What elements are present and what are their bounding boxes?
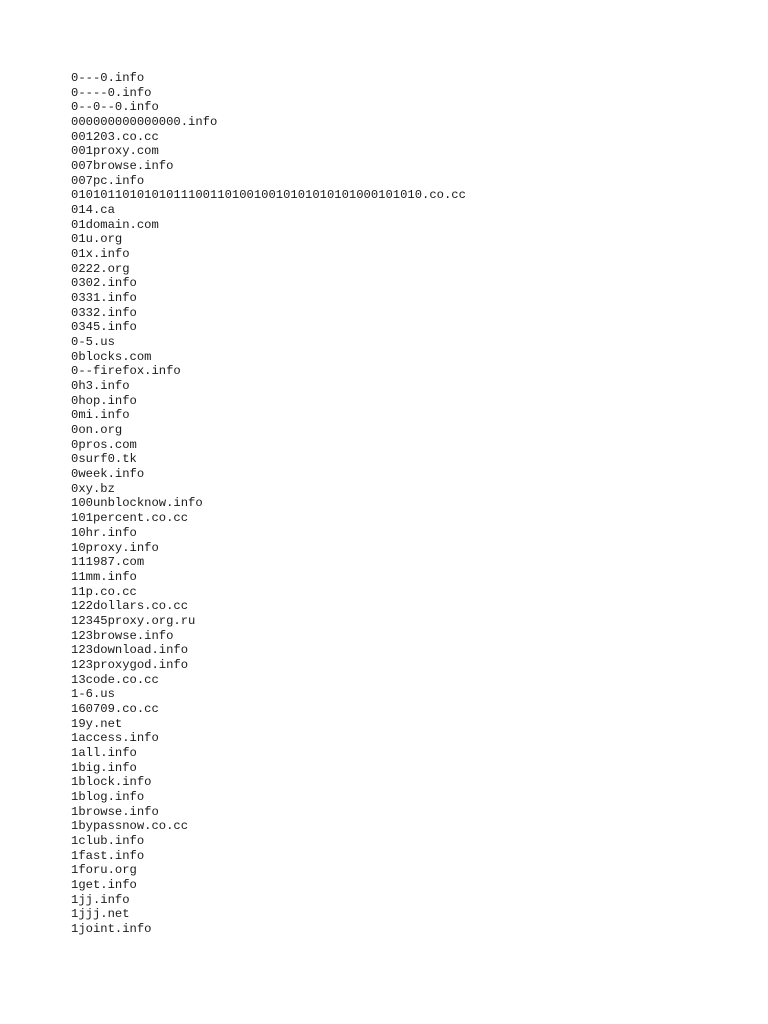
domain-line: 010101101010101110011010010010101010101000101010.co.cc bbox=[71, 188, 466, 203]
domain-line: 0345.info bbox=[71, 320, 137, 335]
domain-line: 0surf0.tk bbox=[71, 452, 137, 467]
domain-line: 13code.co.cc bbox=[71, 672, 159, 687]
domain-line: 007browse.info bbox=[71, 159, 174, 174]
domain-list bbox=[71, 71, 748, 937]
domain-line: 0--0--0.info bbox=[71, 100, 159, 115]
domain-line: 000000000000000.info bbox=[71, 115, 218, 130]
domain-line: 1get.info bbox=[71, 877, 137, 892]
domain-line: 100unblocknow.info bbox=[71, 496, 203, 511]
domain-line: 1blog.info bbox=[71, 789, 145, 804]
domain-line: 0on.org bbox=[71, 423, 123, 438]
domain-line: 0xy.bz bbox=[71, 481, 115, 496]
domain-line: 0hop.info bbox=[71, 393, 137, 408]
domain-line: 1browse.info bbox=[71, 804, 159, 819]
domain-line: 111987.com bbox=[71, 555, 145, 570]
domain-line: 1club.info bbox=[71, 833, 145, 848]
domain-line: 1access.info bbox=[71, 731, 159, 746]
domain-line: 01x.info bbox=[71, 247, 130, 262]
domain-line: 0h3.info bbox=[71, 379, 130, 394]
domain-line: 1all.info bbox=[71, 745, 137, 760]
domain-line: 123browse.info bbox=[71, 628, 174, 643]
domain-line: 0--firefox.info bbox=[71, 364, 181, 379]
domain-line: 0---0.info bbox=[71, 71, 145, 85]
domain-line: 11p.co.cc bbox=[71, 584, 137, 599]
domain-line: 014.ca bbox=[71, 203, 115, 218]
domain-line: 1fast.info bbox=[71, 848, 145, 863]
domain-line: 1jjj.net bbox=[71, 907, 130, 922]
domain-line: 123download.info bbox=[71, 643, 189, 658]
domain-line: 0222.org bbox=[71, 261, 130, 276]
domain-line: 0mi.info bbox=[71, 408, 130, 423]
domain-line: 1-6.us bbox=[71, 687, 115, 702]
domain-line: 0332.info bbox=[71, 305, 137, 320]
domain-line: 01u.org bbox=[71, 232, 123, 247]
domain-line: 0week.info bbox=[71, 467, 145, 482]
domain-line: 160709.co.cc bbox=[71, 701, 159, 716]
domain-line: 122dollars.co.cc bbox=[71, 599, 189, 614]
domain-line: 1bypassnow.co.cc bbox=[71, 819, 189, 834]
domain-line: 0pros.com bbox=[71, 437, 137, 452]
document-page bbox=[71, 71, 748, 937]
domain-line: 1big.info bbox=[71, 760, 137, 775]
domain-line: 007pc.info bbox=[71, 173, 145, 188]
domain-line: 1block.info bbox=[71, 775, 152, 790]
domain-line: 001203.co.cc bbox=[71, 129, 159, 144]
domain-line: 1joint.info bbox=[71, 921, 152, 936]
domain-line: 11mm.info bbox=[71, 569, 137, 584]
domain-line: 0-5.us bbox=[71, 335, 115, 350]
domain-line: 123proxygod.info bbox=[71, 657, 189, 672]
domain-line: 1jj.info bbox=[71, 892, 130, 907]
domain-line: 01domain.com bbox=[71, 217, 159, 232]
domain-line: 1foru.org bbox=[71, 863, 137, 878]
domain-line: 0331.info bbox=[71, 291, 137, 306]
domain-line: 10proxy.info bbox=[71, 540, 159, 555]
domain-line: 10hr.info bbox=[71, 525, 137, 540]
domain-line: 001proxy.com bbox=[71, 144, 159, 159]
domain-line: 19y.net bbox=[71, 716, 123, 731]
domain-line: 0blocks.com bbox=[71, 349, 152, 364]
domain-line: 101percent.co.cc bbox=[71, 511, 189, 526]
domain-line: 0302.info bbox=[71, 276, 137, 291]
domain-line: 0----0.info bbox=[71, 85, 152, 100]
domain-line: 12345proxy.org.ru bbox=[71, 613, 196, 628]
